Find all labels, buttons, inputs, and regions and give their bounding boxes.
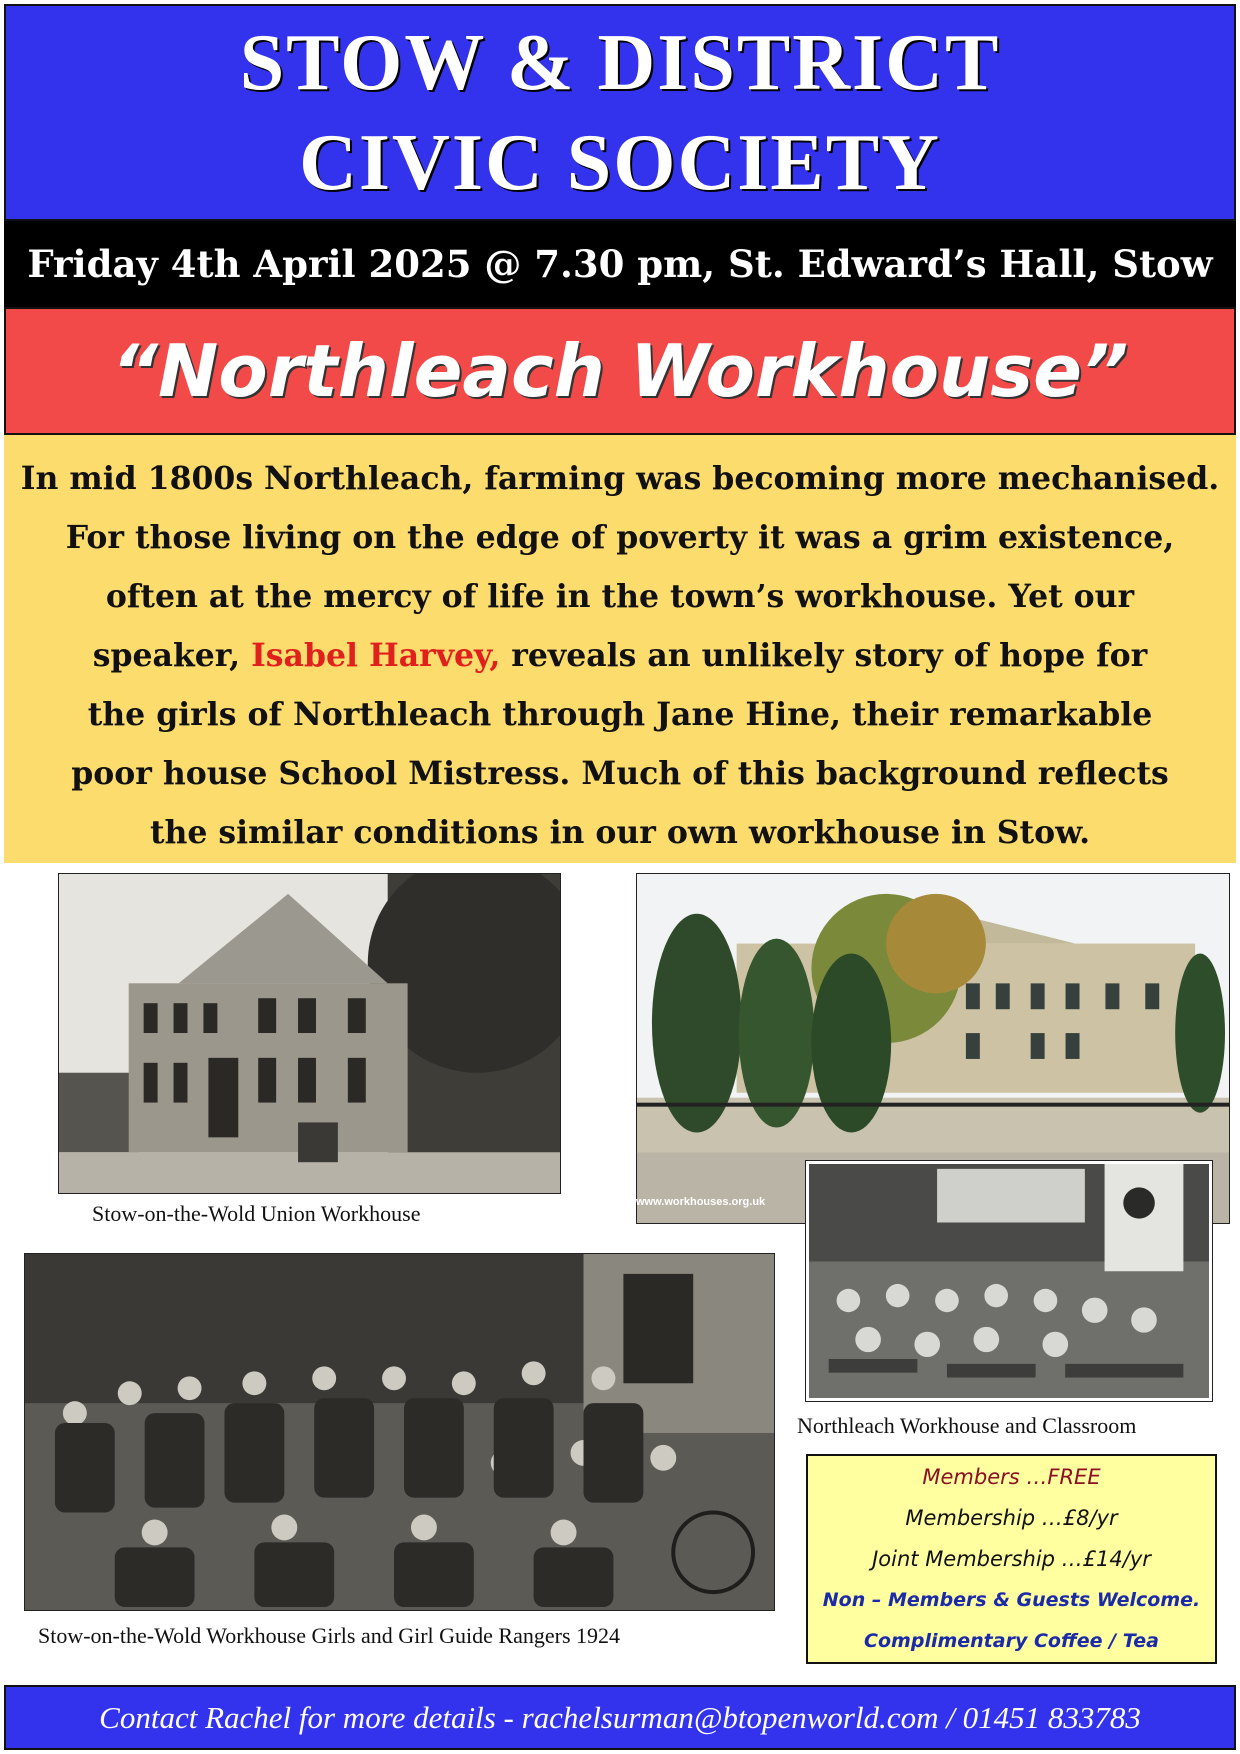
society-title-banner bbox=[4, 4, 1236, 221]
stow-workhouse-caption: Stow-on-the-Wold Union Workhouse bbox=[92, 1201, 421, 1226]
pricing-box bbox=[806, 1454, 1217, 1664]
girls-group-photo bbox=[24, 1253, 775, 1611]
description-line bbox=[14, 626, 1226, 685]
stow-workhouse-photo bbox=[58, 873, 561, 1194]
description-line: poor house School Mistress. Much of this background reflects bbox=[71, 755, 1169, 792]
members-price: Members …FREE bbox=[922, 1464, 1101, 1489]
description-text: speaker, bbox=[92, 637, 252, 674]
talk-title: “Northleach Workhouse” bbox=[111, 329, 1129, 413]
description-line: often at the mercy of life in the town’s workhouse. Yet our bbox=[105, 578, 1135, 615]
title-line-1: STOW & DISTRICT bbox=[239, 18, 1001, 107]
contact-text: Contact Rachel for more details - rachelsurman@btopenworld.com / 01451 833783 bbox=[99, 1699, 1141, 1735]
talk-description bbox=[4, 435, 1236, 863]
membership-price: Membership …£8/yr bbox=[905, 1505, 1118, 1530]
girls-caption: Stow-on-the-Wold Workhouse Girls and Girl Guide Rangers 1924 bbox=[38, 1623, 621, 1648]
description-line: For those living on the edge of poverty it was a grim existence, bbox=[65, 519, 1175, 556]
welcome-note: Non – Members & Guests Welcome. bbox=[822, 1588, 1201, 1611]
event-details-bar bbox=[4, 221, 1236, 307]
talk-title-banner bbox=[4, 307, 1236, 435]
classroom-photo bbox=[806, 1161, 1212, 1401]
speaker-name: Isabel Harvey, bbox=[251, 637, 501, 674]
description-line: the girls of Northleach through Jane Hine, their remarkable bbox=[87, 696, 1153, 733]
description-line: the similar conditions in our own workhouse in Stow. bbox=[149, 814, 1091, 851]
description-line: In mid 1800s Northleach, farming was becoming more mechanised. bbox=[20, 460, 1220, 497]
event-date-time-venue: Friday 4th April 2025 @ 7.30 pm, St. Edward’s Hall, Stow bbox=[27, 242, 1213, 286]
refreshments-note: Complimentary Coffee / Tea bbox=[864, 1629, 1159, 1652]
northleach-caption: Northleach Workhouse and Classroom bbox=[797, 1413, 1137, 1438]
joint-membership-price: Joint Membership …£14/yr bbox=[872, 1546, 1151, 1571]
photo-watermark: www.workhouses.org.uk bbox=[636, 1196, 766, 1208]
description-text: reveals an unlikely story of hope for bbox=[500, 637, 1148, 674]
contact-footer bbox=[4, 1685, 1236, 1750]
title-line-2: CIVIC SOCIETY bbox=[299, 118, 941, 207]
